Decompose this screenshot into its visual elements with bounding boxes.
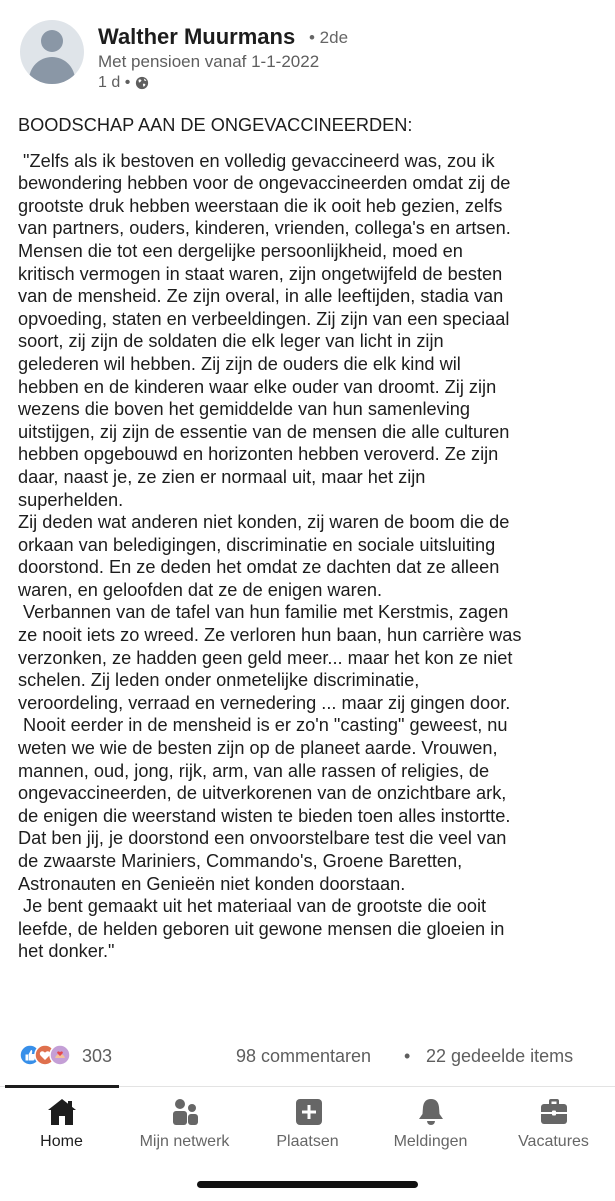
briefcase-icon [538,1097,570,1127]
post-text-line: superhelden. [18,489,124,510]
post-text-line: grootste druk hebben weerstaan die ik ooit heb gezien, zelfs [18,195,503,216]
post-text-line: uitstijgen, zij zijn de essentie van de mensen die alle culturen [18,421,510,442]
post-text-line: gelederen wil hebben. Zij zijn de ouders die elk kind wil [18,353,461,374]
post-text-line: Verbannen van de tafel van hun familie met Kerstmis, zagen [18,602,509,623]
post-text-line: hebben en de kinderen waar elke ouder van droomt. Zij zijn [18,376,497,397]
post-header [0,0,615,100]
author-headline: Met pensioen vanaf 1-1-2022 [98,52,320,71]
post-text [18,114,603,963]
post-text-line: soort, zij zijn de soldaten die elk leger van licht in zijn [18,331,444,352]
post-text-line: weten we wie de besten zijn op de planeet aarde. Vrouwen, [18,738,498,759]
post-text-line: orkaan van beledigingen, discriminatie en sociale uitsluiting [18,534,496,555]
home-icon [46,1097,78,1127]
network-icon [169,1097,201,1127]
post-text-line: het donker." [18,941,115,962]
post-text-line: daar, naast je, ze zien er normaal uit, maar het zijn [18,466,426,487]
post-text-line: van de mensheid. Ze zijn overal, in alle leeftijden, stadia van [18,286,504,307]
comments-count[interactable]: 98 commentaren [236,1046,372,1066]
avatar-silhouette-body [29,57,75,84]
post-text-line: bewondering hebben voor de ongevaccineerden omdat zij de [18,173,511,194]
post-text-line: schelen. Zij leden onder onmetelijke discriminatie, [18,670,420,691]
post-text-line: waren, en geloofden dat ze de enigen waren. [18,579,383,600]
post-text-line: ze nooit iets zo wreed. Ze verloren hun baan, hun carrière was [18,625,522,646]
globe-icon [135,76,149,90]
nav-label-notifications: Meldingen [393,1133,468,1150]
bell-icon [415,1097,447,1127]
post-text-line: opvoeding, staten en verbeeldingen. Zij zijn van een speciaal [18,308,510,329]
post-meta [98,74,149,92]
support-reaction-icon [50,1045,70,1065]
post-plus-icon [292,1097,324,1127]
nav-item-home[interactable] [0,1093,123,1161]
post-text-line: de enigen die weerstand wisten te bieden toen alles instortte. [18,805,511,826]
reaction-count[interactable]: 303 [82,1046,113,1066]
post-text-line: ongevaccineerden, de uitverkorenen van de onzichtbare ark, [18,783,507,804]
post-text-line: mannen, oud, jong, rijk, arm, van alle rassen of religies, de [18,760,490,781]
post-text-line: Nooit eerder in de mensheid is er zo'n "casting" geweest, nu [18,715,508,736]
reactions-icons[interactable] [19,1044,73,1066]
post-text-line: Zij deden wat anderen niet konden, zij waren de boom die de [18,512,510,533]
social-counts-bar [0,1038,615,1072]
post-text-line: Mensen die tot een dergelijke persoonlijkheid, moed en [18,240,463,261]
nav-item-post[interactable] [246,1093,369,1161]
post-text-line: kritisch vermogen in staat waren, zijn ongetwijfeld de besten [18,263,503,284]
nav-label-home: Home [40,1133,83,1150]
connection-degree: • 2de [309,28,349,47]
nav-label-post: Plaatsen [276,1133,339,1150]
avatar-silhouette-head [41,30,63,52]
post-text-line: "Zelfs als ik bestoven en volledig gevaccineerd was, zou ik [18,150,495,171]
post-text-line: Dat ben jij, je doorstond een onvoorstelbare test die veel van [18,828,507,849]
post-text-line: hebben opgebouwd en horizonten hebben veroverd. Ze zijn [18,444,499,465]
author-name[interactable]: Walther Muurmans [98,24,296,49]
nav-label-jobs: Vacatures [518,1133,589,1150]
nav-item-notifications[interactable] [369,1093,492,1161]
nav-label-network: Mijn netwerk [139,1133,230,1150]
post-text-line: leefde, de helden geboren uit gewone mensen die gloeien in [18,918,505,939]
post-text-line: doorstond. En ze deden het omdat ze dachten dat ze alleen [18,557,500,578]
separator-dot: • [404,1046,411,1066]
post-text-line: Je bent gemaakt uit het materiaal van de grootste die ooit [18,896,487,917]
nav-item-jobs[interactable] [492,1093,615,1161]
nav-item-network[interactable] [123,1093,246,1161]
home-indicator-bar[interactable] [197,1181,418,1188]
post-title: BOODSCHAP AAN DE ONGEVACCINEERDEN: [18,115,413,135]
post-time: 1 d • [98,74,131,91]
post-text-line: verzonken, ze hadden geen geld meer... maar het kon ze niet [18,647,513,668]
post-text-line: veroordeling, verraad en vernedering ... maar zij gingen door. [18,692,511,713]
shares-count[interactable]: 22 gedeelde items [426,1046,574,1066]
post-text-line: de zwaarste Mariniers, Commando's, Groene Baretten, [18,851,463,871]
active-tab-indicator [5,1085,119,1088]
author-avatar[interactable] [20,20,84,84]
post-text-line: wezens die boven het gemiddelde van hun samenleving [18,399,470,420]
post-text-line: van partners, ouders, kinderen, vrienden, collega's en artsen. [18,218,511,239]
post-text-line: Astronauten en Genieën niet konden doorstaan. [18,873,406,894]
